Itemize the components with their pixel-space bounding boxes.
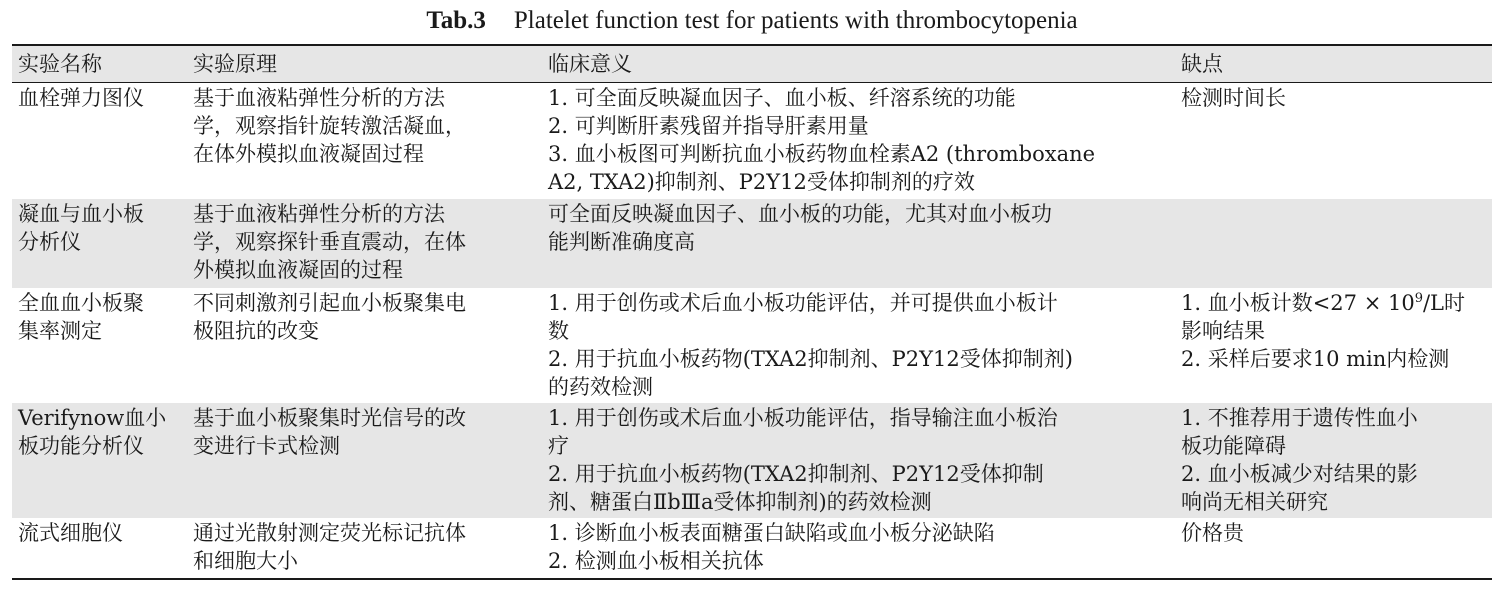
- unit-text: /L时: [1422, 291, 1466, 315]
- cell-line: 外模拟血液凝固的过程: [193, 258, 403, 282]
- exponent: 9: [1414, 291, 1423, 306]
- cell-line: 2. 采样后要求10 min内检测: [1181, 347, 1450, 371]
- cell-test-name: [12, 288, 187, 403]
- cell-line: 基于血小板聚集时光信号的改: [193, 406, 466, 430]
- table-row: [12, 288, 1492, 403]
- cell-drawbacks: [1175, 199, 1492, 288]
- cell-line: 响尚无相关研究: [1181, 490, 1328, 514]
- cell-line: 剂、糖蛋白ⅡbⅢa受体抑制剂)的药效检测: [548, 490, 932, 514]
- cell-line: 不同刺激剂引起血小板聚集电: [193, 291, 466, 315]
- table-row: [12, 403, 1492, 518]
- table-caption: [0, 4, 1504, 38]
- cell-line: 学，观察指针旋转激活凝血，: [193, 114, 466, 138]
- cell-line: 和细胞大小: [193, 549, 298, 573]
- cell-line: 基于血液粘弹性分析的方法: [193, 202, 445, 226]
- cell-line: 检测时间长: [1181, 86, 1286, 110]
- table-header-row: [12, 45, 1492, 83]
- cell-line: 2. 用于抗血小板药物(TXA2抑制剂、P2Y12受体抑制: [548, 462, 1044, 486]
- cell-test-name: [12, 199, 187, 288]
- cell-principle: [187, 199, 542, 288]
- cell-drawbacks: [1175, 83, 1492, 200]
- header-drawbacks: 缺点: [1175, 45, 1492, 83]
- header-principle: 实验原理: [187, 45, 542, 83]
- cell-test-name: [12, 403, 187, 518]
- cell-clinical-significance: [542, 288, 1175, 403]
- cell-line: 影响结果: [1181, 319, 1265, 343]
- cell-line: 集率测定: [18, 319, 102, 343]
- cell-line: 1. 不推荐用于遗传性血小: [1181, 406, 1418, 430]
- cell-line: 通过光散射测定荧光标记抗体: [193, 521, 466, 545]
- cell-drawbacks: [1175, 288, 1492, 403]
- header-test-name: 实验名称: [12, 45, 187, 83]
- cell-drawbacks: [1175, 518, 1492, 579]
- header-clinical-significance: 临床意义: [542, 45, 1175, 83]
- cell-line: 可全面反映凝血因子、血小板的功能，尤其对血小板功: [548, 202, 1052, 226]
- cell-line: 价格贵: [1181, 521, 1244, 545]
- table-caption-title: Platelet function test for patients with thrombocytopenia: [513, 7, 1078, 34]
- cell-test-name: [12, 83, 187, 200]
- table-row: [12, 518, 1492, 579]
- cell-line: 1. 用于创伤或术后血小板功能评估，并可提供血小板计: [548, 291, 1058, 315]
- platelet-function-test-table: [12, 44, 1492, 580]
- cell-line: 血栓弹力图仪: [18, 86, 144, 110]
- table-row: [12, 199, 1492, 288]
- cell-line: 板功能障碍: [1181, 434, 1286, 458]
- cell-line: 能判断准确度高: [548, 230, 695, 254]
- cell-line: 变进行卡式检测: [193, 434, 340, 458]
- cell-line: Verifynow血小: [18, 406, 167, 430]
- cell-line: 全血血小板聚: [18, 291, 144, 315]
- cell-line: 1. 诊断血小板表面糖蛋白缺陷或血小板分泌缺陷: [548, 521, 995, 545]
- platelet-count-text: 1. 血小板计数<27 × 10: [1181, 291, 1415, 315]
- cell-line: 分析仪: [18, 230, 81, 254]
- cell-line: 2. 用于抗血小板药物(TXA2抑制剂、P2Y12受体抑制剂): [548, 347, 1073, 371]
- cell-clinical-significance: [542, 83, 1175, 200]
- cell-line: 疗: [548, 434, 569, 458]
- cell-line: 凝血与血小板: [18, 202, 144, 226]
- cell-test-name: [12, 518, 187, 579]
- cell-line: 板功能分析仪: [18, 434, 144, 458]
- cell-line: 2. 检测血小板相关抗体: [548, 549, 764, 573]
- cell-principle: [187, 518, 542, 579]
- cell-line: 1. 可全面反映凝血因子、血小板、纤溶系统的功能: [548, 86, 1016, 110]
- cell-line: [1181, 289, 1486, 317]
- cell-principle: [187, 288, 542, 403]
- cell-line: 3. 血小板图可判断抗血小板药物血栓素A2 (thromboxane: [548, 142, 1096, 166]
- cell-line: 学，观察探针垂直震动，在体: [193, 230, 466, 254]
- cell-line: 在体外模拟血液凝固过程: [193, 142, 424, 166]
- cell-principle: [187, 403, 542, 518]
- cell-line: 的药效检测: [548, 375, 653, 399]
- cell-line: 2. 可判断肝素残留并指导肝素用量: [548, 114, 869, 138]
- table-caption-label: Tab.3: [426, 7, 486, 34]
- cell-clinical-significance: [542, 518, 1175, 579]
- cell-line: 基于血液粘弹性分析的方法: [193, 86, 445, 110]
- cell-line: 1. 用于创伤或术后血小板功能评估，指导输注血小板治: [548, 406, 1058, 430]
- cell-clinical-significance: [542, 199, 1175, 288]
- table-row: [12, 83, 1492, 200]
- cell-line: 极阻抗的改变: [193, 319, 319, 343]
- cell-line: A2, TXA2)抑制剂、P2Y12受体抑制剂的疗效: [548, 170, 975, 194]
- cell-line: 数: [548, 319, 569, 343]
- cell-line: 2. 血小板减少对结果的影: [1181, 462, 1418, 486]
- cell-line: 流式细胞仪: [18, 521, 123, 545]
- cell-drawbacks: [1175, 403, 1492, 518]
- cell-principle: [187, 83, 542, 200]
- cell-clinical-significance: [542, 403, 1175, 518]
